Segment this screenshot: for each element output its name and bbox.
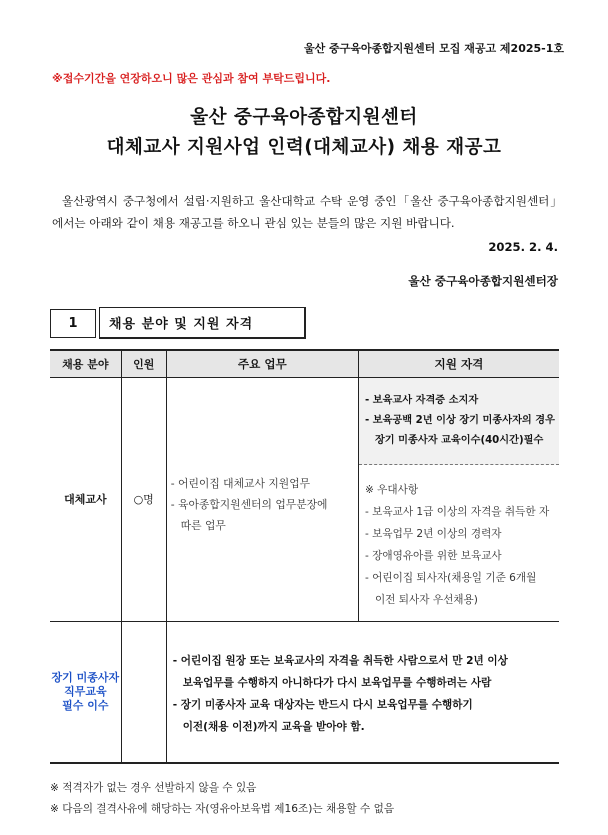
long-term-label-1: 장기 미종사자 [51,670,120,684]
count-cell: ○명 [121,377,166,621]
preferred-line-1: - 보육교사 1급 이상의 자격을 취득한 자 [364,505,550,518]
field-substitute-teacher: 대체교사 [50,377,121,621]
required-line-1: - 보육교사 자격증 소지자 [364,394,479,406]
header-qualification: 지원 자격 [358,350,559,377]
notice-text: ※접수기간을 연장하오니 많은 관심과 참여 부탁드립니다. [52,72,331,85]
table-header-row [50,350,559,377]
long-term-line-4: 이전(채용 이전)까지 교육을 받아야 함. [182,720,365,733]
qualification-cell [358,377,559,621]
duty-cell [166,377,358,621]
table-row-substitute-teacher [50,377,559,621]
required-line-3: 장기 미종사자 교육이수(40시간)필수 [374,434,544,446]
preferred-line-5: 이전 퇴사자 우선채용) [374,593,478,606]
long-term-line-1: - 어린이집 원장 또는 보육교사의 자격을 취득한 사람으로서 만 2년 이상 [172,654,508,667]
header-field: 채용 분야 [50,350,121,377]
required-qualifications [359,378,559,465]
preferred-line-3: - 장애영유아를 위한 보육교사 [364,549,502,562]
duty-line-1: - 어린이집 대체교사 지원업무 [170,476,311,490]
long-term-empty-cell [121,621,166,763]
title-line-1: 울산 중구육아종합지원센터 [190,107,418,128]
long-term-description [166,621,559,763]
long-term-label-2: 직무교육 [64,684,107,698]
intro-paragraph: 울산광역시 중구청에서 설립·지원하고 울산대학교 수탁 운영 중인「울산 중구육아종합지원센터」에서는 아래와 같이 채용 재공고를 하오니 관심 있는 분들의 많은 지원 바랍니다. [52,194,562,230]
long-term-line-3: - 장기 미종사자 교육 대상자는 반드시 다시 보육업무를 수행하기 [172,698,473,711]
section-number-box: 1 [50,309,96,338]
recruitment-table [50,349,559,764]
long-term-line-2: 보육업무를 수행하지 아니하다가 다시 보육업무를 수행하려는 사람 [182,676,492,689]
announcement-date: 2025. 2. 4. [488,240,558,254]
preferred-heading: ※ 우대사항 [364,483,419,496]
footnote-1: ※ 적격자가 없는 경우 선발하지 않을 수 있음 [50,782,257,794]
header-duty: 주요 업무 [166,350,358,377]
footnote-2: ※ 다음의 결격사유에 해당하는 자(영유아보육법 제16조)는 채용할 수 없음 [50,803,395,815]
preferred-line-2: - 보육업무 2년 이상의 경력자 [364,527,502,540]
field-long-term-training [50,621,121,763]
required-line-2: - 보육공백 2년 이상 장기 미종사자의 경우 [364,414,555,426]
preferred-qualifications [359,465,559,621]
duty-line-2: - 육아종합지원센터의 업무분장에 [170,497,328,511]
header-count: 인원 [121,350,166,377]
doc-number: 울산 중구육아종합지원센터 모집 재공고 제2025-1호 [303,42,564,55]
table-row-long-term-training [50,621,559,763]
duty-line-3: 따른 업무 [180,518,226,532]
organization-signature: 울산 중구육아종합지원센터장 [408,274,558,288]
preferred-line-4: - 어린이집 퇴사자(채용일 기준 6개월 [364,571,537,584]
long-term-label-3: 필수 이수 [62,698,109,712]
title-line-2: 대체교사 지원사업 인력(대체교사) 채용 재공고 [106,137,502,158]
section-title-box: 채용 분야 및 지원 자격 [99,307,306,339]
